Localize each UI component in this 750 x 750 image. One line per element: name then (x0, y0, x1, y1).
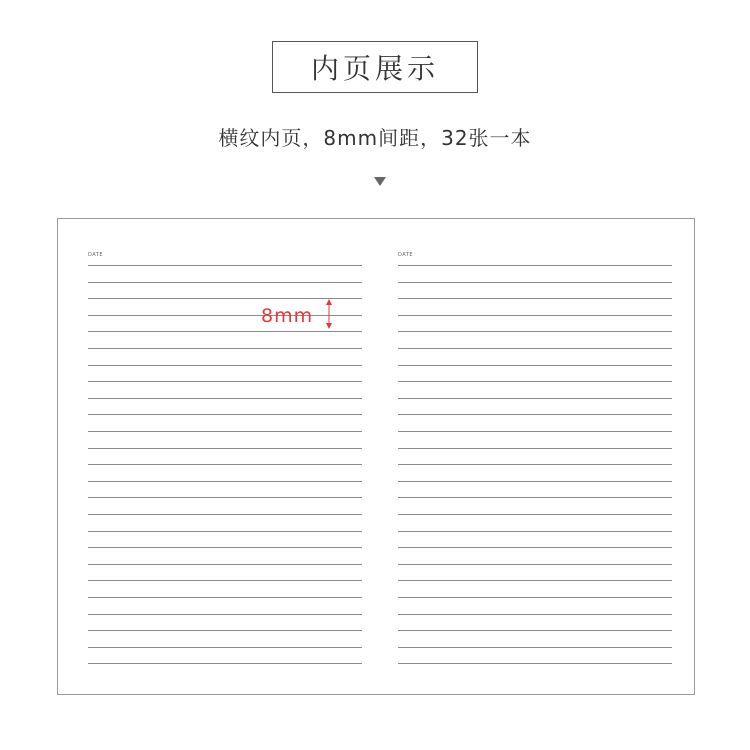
ruled-line (398, 580, 672, 581)
ruled-line (88, 448, 362, 449)
page-title (272, 41, 478, 93)
notebook-spread (57, 218, 695, 695)
right-page (398, 219, 672, 694)
ruled-line (88, 547, 362, 548)
spacing-annotation: 8mm (261, 305, 314, 327)
ruled-line (88, 282, 362, 283)
ruled-line (398, 481, 672, 482)
ruled-line (88, 597, 362, 598)
ruled-line (398, 414, 672, 415)
left-page (88, 219, 362, 694)
ruled-line (398, 348, 672, 349)
ruled-line (398, 647, 672, 648)
ruled-line (398, 398, 672, 399)
date-label: DATE (398, 252, 414, 258)
ruled-line (398, 331, 672, 332)
ruled-line (88, 414, 362, 415)
ruled-line (88, 630, 362, 631)
ruled-line (398, 298, 672, 299)
ruled-line (398, 497, 672, 498)
ruled-line (88, 514, 362, 515)
ruled-line (398, 614, 672, 615)
ruled-line (398, 464, 672, 465)
ruled-line (88, 348, 362, 349)
ruled-line (398, 514, 672, 515)
ruled-line (88, 315, 362, 316)
page-title-text: 内页展示 (310, 52, 439, 85)
ruled-line (88, 398, 362, 399)
ruled-line (88, 481, 362, 482)
ruled-line (398, 630, 672, 631)
ruled-line (88, 431, 362, 432)
ruled-line (88, 647, 362, 648)
triangle-down-icon (374, 177, 386, 186)
ruled-line (88, 531, 362, 532)
ruled-line (88, 331, 362, 332)
ruled-line (398, 547, 672, 548)
ruled-line (398, 431, 672, 432)
ruled-line (88, 580, 362, 581)
ruled-line (398, 564, 672, 565)
ruled-line (398, 381, 672, 382)
page-subtitle: 横纹内页，8mm间距，32张一本 (218, 126, 532, 150)
ruled-line (398, 315, 672, 316)
ruled-line (398, 365, 672, 366)
ruled-line (88, 663, 362, 664)
ruled-line (88, 614, 362, 615)
double-arrow-vertical-icon (326, 299, 332, 329)
ruled-line (88, 564, 362, 565)
ruled-line (398, 663, 672, 664)
ruled-line (398, 448, 672, 449)
ruled-line (88, 464, 362, 465)
ruled-line (88, 497, 362, 498)
ruled-line (88, 298, 362, 299)
ruled-line (88, 265, 362, 266)
ruled-line (398, 597, 672, 598)
ruled-line (398, 531, 672, 532)
date-label: DATE (88, 252, 104, 258)
ruled-line (398, 265, 672, 266)
ruled-line (88, 381, 362, 382)
ruled-line (88, 365, 362, 366)
ruled-line (398, 282, 672, 283)
